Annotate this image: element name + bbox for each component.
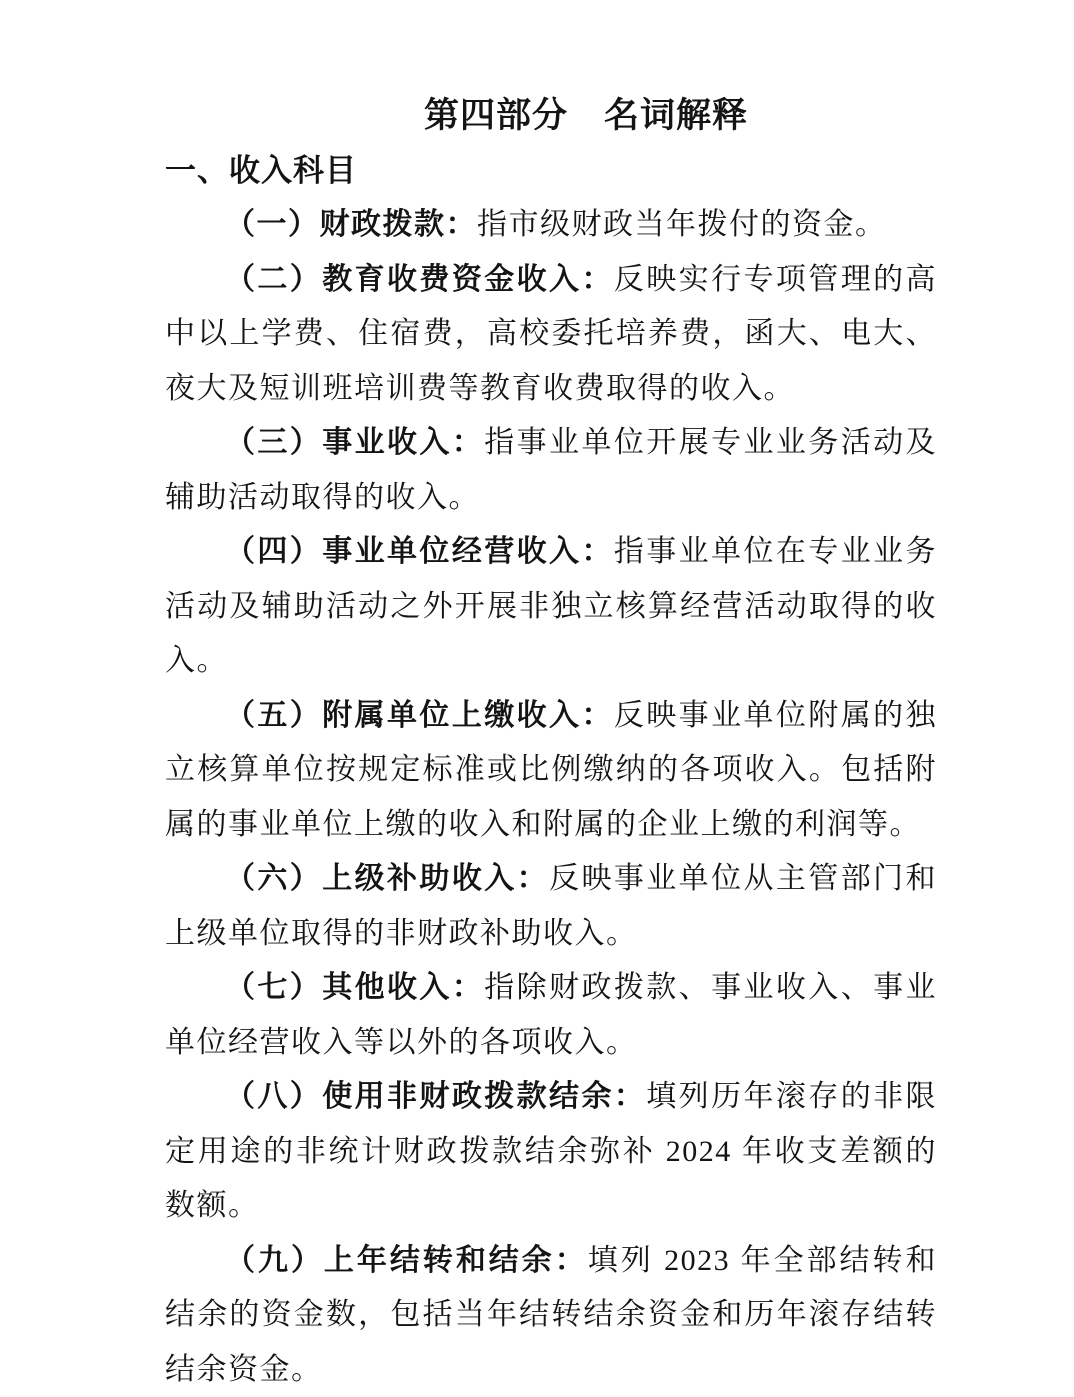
term-definition: 反映事业单位附属的独立核算单位按规定标准或比例缴纳的各项收入。包括附属的事业单位上缴的收入和附属的企业上缴的利润等。: [165, 699, 937, 841]
term-label: （八）使用非财政拨款结余：: [225, 1080, 646, 1113]
term-label: （五）附属单位上缴收入：: [225, 699, 614, 732]
definition-paragraph: [165, 198, 937, 253]
term-label: （四）事业单位经营收入：: [225, 535, 614, 568]
definition-paragraph: [165, 525, 937, 689]
term-label: （二）教育收费资金收入：: [225, 263, 614, 296]
definition-paragraph: [165, 1234, 937, 1397]
definition-paragraph: [165, 689, 937, 853]
term-definition: 指事业单位在专业业务活动及辅助活动之外开展非独立核算经营活动取得的收入。: [165, 535, 937, 677]
definition-paragraph: [165, 852, 937, 961]
term-definition: 填列 2023 年全部结转和结余的资金数，包括当年结转结余资金和历年滚存结转结余资金。: [165, 1244, 937, 1386]
term-definition: 填列历年滚存的非限定用途的非统计财政拨款结余弥补 2024 年收支差额的数额。: [165, 1080, 937, 1222]
page-title: 第四部分 名词解释: [165, 88, 937, 143]
term-label: （九）上年结转和结余：: [225, 1244, 588, 1277]
term-definition: 反映事业单位从主管部门和上级单位取得的非财政补助收入。: [165, 862, 937, 950]
definition-paragraph: [165, 1070, 937, 1234]
term-definition: 指事业单位开展专业业务活动及辅助活动取得的收入。: [165, 426, 937, 514]
term-label: （六）上级补助收入：: [225, 862, 549, 895]
term-definition: 反映实行专项管理的高中以上学费、住宿费，高校委托培养费，函大、电大、夜大及短训班培训费等教育收费取得的收入。: [165, 263, 937, 405]
definition-paragraph: [165, 253, 937, 417]
term-label: （三）事业收入：: [225, 426, 484, 459]
section-heading-income-categories: 一、收入科目: [165, 143, 937, 198]
term-label: （七）其他收入：: [225, 971, 484, 1004]
definition-paragraph: [165, 416, 937, 525]
definition-paragraph: [165, 961, 937, 1070]
term-definition: 指市级财政当年拨付的资金。: [477, 208, 887, 241]
term-definition: 指除财政拨款、事业收入、事业单位经营收入等以外的各项收入。: [165, 971, 937, 1059]
term-label: （一）财政拨款：: [225, 208, 477, 241]
